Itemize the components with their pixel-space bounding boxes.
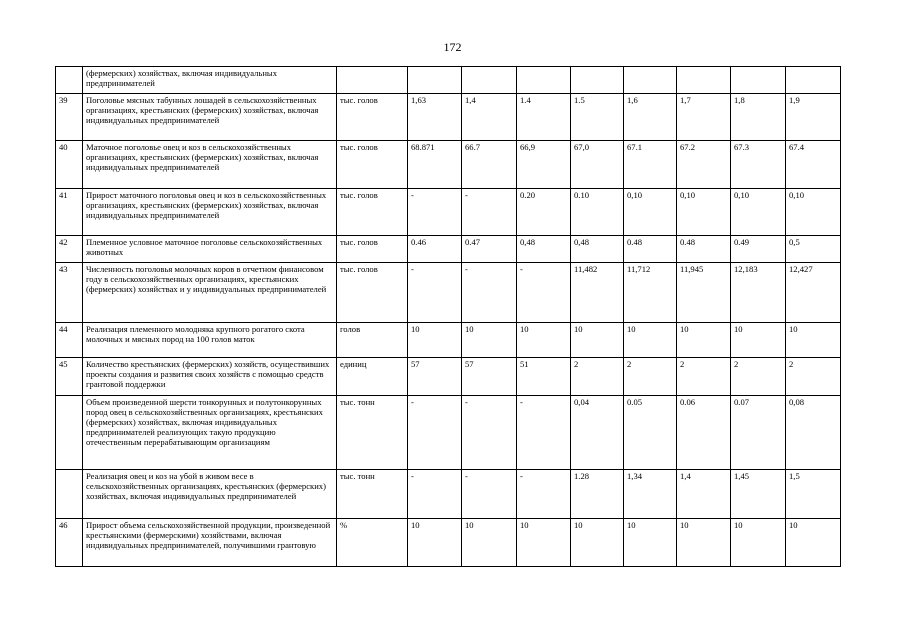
table-body	[56, 67, 841, 567]
value-cell: 67,0	[571, 141, 624, 189]
table-row	[56, 470, 841, 519]
value-cell: 1,7	[677, 94, 731, 141]
value-cell: 0.49	[731, 236, 786, 263]
row-number: 41	[56, 189, 83, 236]
value-cell: 66,9	[517, 141, 571, 189]
row-number: 43	[56, 263, 83, 323]
value-cell: 0.06	[677, 396, 731, 470]
value-cell: 10	[571, 519, 624, 567]
indicator-name: Племенное условное маточное поголовье сельскохозяйственных животных	[83, 236, 337, 263]
value-cell: 2	[571, 358, 624, 396]
value-cell: 0.46	[408, 236, 462, 263]
value-cell: 10	[517, 323, 571, 358]
table-row	[56, 396, 841, 470]
value-cell: -	[517, 263, 571, 323]
value-cell	[786, 67, 841, 94]
value-cell: 57	[462, 358, 517, 396]
unit-cell: тыс. голов	[337, 263, 408, 323]
value-cell: 1,45	[731, 470, 786, 519]
value-cell: 67.4	[786, 141, 841, 189]
value-cell: 0.20	[517, 189, 571, 236]
value-cell: 0,10	[624, 189, 677, 236]
value-cell: 2	[786, 358, 841, 396]
value-cell: 51	[517, 358, 571, 396]
indicator-name: Количество крестьянских (фермерских) хозяйств, осуществивших проекты создания и развития своих хозяйств с помощью средств грантовой поддержки	[83, 358, 337, 396]
row-number: 40	[56, 141, 83, 189]
value-cell: 1,4	[677, 470, 731, 519]
value-cell: -	[408, 189, 462, 236]
value-cell: 1,5	[786, 470, 841, 519]
indicator-name: Численность поголовья молочных коров в отчетном финансовом году в сельскохозяйственных организациях, крестьянских (фермерских) хозяйствах и у индивидуальных предпринимателей	[83, 263, 337, 323]
table-row	[56, 519, 841, 567]
value-cell: 10	[624, 323, 677, 358]
value-cell: 11,482	[571, 263, 624, 323]
value-cell: 1,4	[462, 94, 517, 141]
indicator-name: Прирост объема сельскохозяйственной продукции, произведенной крестьянскими (фермерскими) хозяйствами, включая индивидуальных предпринимателей, получившими грантовую	[83, 519, 337, 567]
value-cell: 10	[517, 519, 571, 567]
value-cell	[677, 67, 731, 94]
value-cell: 1.28	[571, 470, 624, 519]
value-cell: 0,10	[731, 189, 786, 236]
value-cell: 10	[408, 323, 462, 358]
value-cell: 10	[731, 323, 786, 358]
unit-cell: тыс. тонн	[337, 396, 408, 470]
value-cell: 0,10	[677, 189, 731, 236]
table-row	[56, 323, 841, 358]
value-cell	[462, 67, 517, 94]
unit-cell: тыс. голов	[337, 236, 408, 263]
value-cell: 2	[624, 358, 677, 396]
value-cell: 2	[677, 358, 731, 396]
value-cell: 10	[624, 519, 677, 567]
value-cell: 10	[786, 323, 841, 358]
value-cell: 10	[677, 323, 731, 358]
value-cell: -	[462, 396, 517, 470]
value-cell: 10	[731, 519, 786, 567]
row-number: 46	[56, 519, 83, 567]
row-number: 42	[56, 236, 83, 263]
value-cell	[517, 67, 571, 94]
row-number: 44	[56, 323, 83, 358]
value-cell: 2	[731, 358, 786, 396]
value-cell: 10	[677, 519, 731, 567]
value-cell: 10	[786, 519, 841, 567]
value-cell: 1,63	[408, 94, 462, 141]
value-cell: 0,04	[571, 396, 624, 470]
value-cell: 68.871	[408, 141, 462, 189]
value-cell: -	[517, 396, 571, 470]
value-cell: -	[408, 470, 462, 519]
value-cell: 0.48	[677, 236, 731, 263]
value-cell: 66.7	[462, 141, 517, 189]
row-number	[56, 470, 83, 519]
value-cell: 11,712	[624, 263, 677, 323]
value-cell: 10	[462, 323, 517, 358]
value-cell: 12,427	[786, 263, 841, 323]
value-cell: -	[462, 470, 517, 519]
value-cell: 1,9	[786, 94, 841, 141]
unit-cell: тыс. голов	[337, 94, 408, 141]
table-row	[56, 358, 841, 396]
value-cell: 67.1	[624, 141, 677, 189]
indicators-table	[55, 66, 841, 567]
value-cell: -	[408, 263, 462, 323]
value-cell: -	[408, 396, 462, 470]
value-cell: 0.47	[462, 236, 517, 263]
value-cell: -	[462, 263, 517, 323]
indicator-name: (фермерских) хозяйствах, включая индивидуальных предпринимателей	[83, 67, 337, 94]
value-cell: -	[517, 470, 571, 519]
value-cell: 67.3	[731, 141, 786, 189]
value-cell: 10	[571, 323, 624, 358]
indicator-name: Прирост маточного поголовья овец и коз в сельскохозяйственных организациях, крестьянских (фермерских) хозяйствах, включая индивидуальных предпринимателей	[83, 189, 337, 236]
value-cell: 12,183	[731, 263, 786, 323]
table-row	[56, 141, 841, 189]
indicator-name: Реализация племенного молодняка крупного рогатого скота молочных и мясных пород на 100 голов маток	[83, 323, 337, 358]
unit-cell: тыс. голов	[337, 141, 408, 189]
table-row	[56, 189, 841, 236]
value-cell: 1,6	[624, 94, 677, 141]
value-cell: 0.07	[731, 396, 786, 470]
value-cell: 0.10	[571, 189, 624, 236]
value-cell: 1.4	[517, 94, 571, 141]
table-row	[56, 94, 841, 141]
value-cell	[408, 67, 462, 94]
value-cell: 0,10	[786, 189, 841, 236]
value-cell: 10	[408, 519, 462, 567]
unit-cell: тыс. голов	[337, 189, 408, 236]
value-cell: 0.05	[624, 396, 677, 470]
value-cell: 57	[408, 358, 462, 396]
indicator-name: Объем произведенной шерсти тонкорунных и полутонкорунных пород овец в сельскохозяйственных организациях, крестьянских (фермерских) хозяйствах, включая индивидуальных предпринимателей реализующих такую продукцию отечественным перерабатывающим организациям	[83, 396, 337, 470]
value-cell: 0,5	[786, 236, 841, 263]
page-number: 172	[443, 40, 462, 54]
value-cell: -	[462, 189, 517, 236]
value-cell: 0,48	[571, 236, 624, 263]
unit-cell: единиц	[337, 358, 408, 396]
value-cell: 67.2	[677, 141, 731, 189]
value-cell	[624, 67, 677, 94]
table-row	[56, 263, 841, 323]
indicator-name: Маточное поголовье овец и коз в сельскохозяйственных организациях, крестьянских (фермерских) хозяйствах, включая индивидуальных предпринимателей	[83, 141, 337, 189]
row-number: 45	[56, 358, 83, 396]
table-row	[56, 236, 841, 263]
table-row	[56, 67, 841, 94]
indicator-name: Поголовье мясных табунных лошадей в сельскохозяйственных организациях, крестьянских (фермерских) хозяйствах, включая индивидуальных предпринимателей	[83, 94, 337, 141]
row-number	[56, 396, 83, 470]
unit-cell: тыс. тонн	[337, 470, 408, 519]
value-cell	[571, 67, 624, 94]
value-cell: 0,48	[517, 236, 571, 263]
value-cell: 0,08	[786, 396, 841, 470]
indicator-name: Реализация овец и коз на убой в живом весе в сельскохозяйственных организациях, крестьянских (фермерских) хозяйствах, включая индивидуальных предпринимателей	[83, 470, 337, 519]
row-number	[56, 67, 83, 94]
row-number: 39	[56, 94, 83, 141]
value-cell: 10	[462, 519, 517, 567]
value-cell: 1,34	[624, 470, 677, 519]
value-cell: 1,8	[731, 94, 786, 141]
unit-cell: %	[337, 519, 408, 567]
unit-cell: голов	[337, 323, 408, 358]
value-cell: 0.48	[624, 236, 677, 263]
value-cell: 11,945	[677, 263, 731, 323]
value-cell	[731, 67, 786, 94]
unit-cell	[337, 67, 408, 94]
value-cell: 1.5	[571, 94, 624, 141]
